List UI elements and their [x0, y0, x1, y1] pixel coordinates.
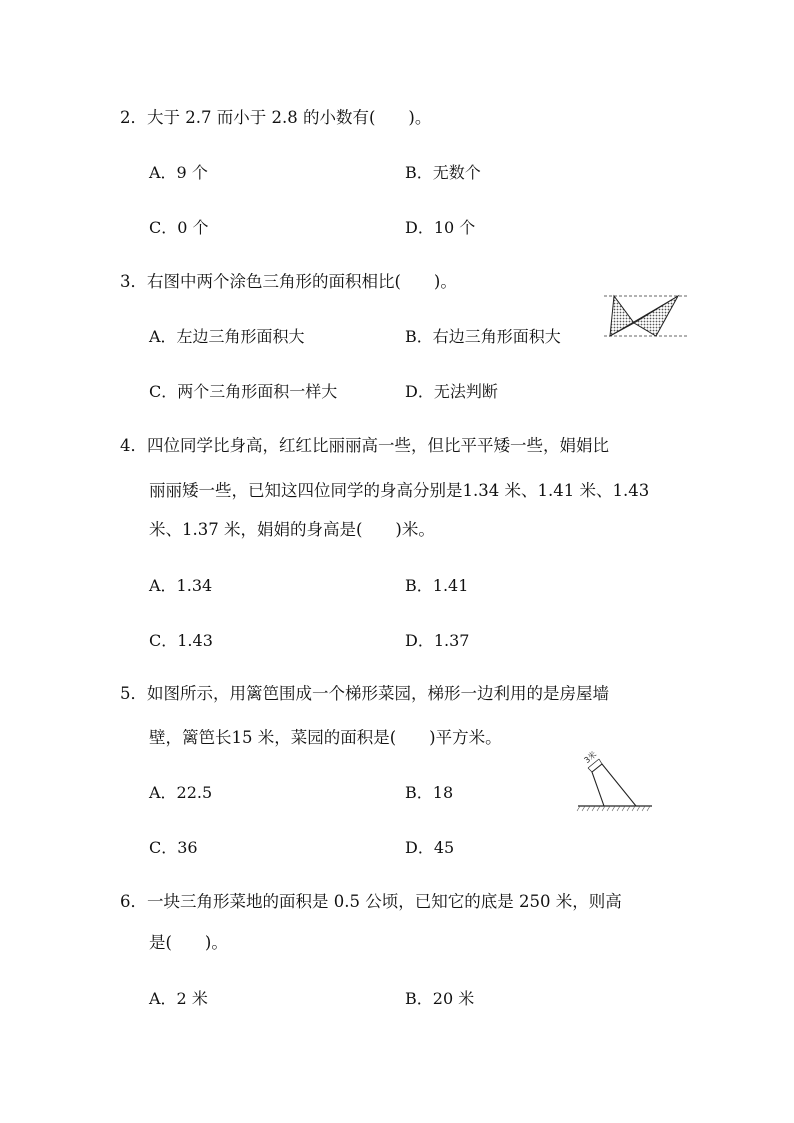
q5-option-b: B．18 — [405, 783, 454, 802]
q5-option-d: D．45 — [405, 838, 455, 857]
q4-stem-line3: 米、1.37 米，娟娟的身高是( )米。 — [149, 520, 435, 539]
q6-option-a: A．2 米 — [149, 989, 208, 1008]
q5-option-c: C．36 — [149, 838, 198, 857]
q2-option-c: C．0 个 — [149, 218, 209, 237]
q6-stem-line2: 是( )。 — [149, 933, 228, 952]
q4-stem-line1: 4．四位同学比身高，红红比丽丽高一些，但比平平矮一些，娟娟比 — [120, 436, 609, 455]
garden-width-label: 3米 — [582, 750, 599, 765]
q4-option-a: A．1.34 — [149, 576, 213, 595]
q5-option-a: A．22.5 — [149, 783, 213, 802]
q2-option-a: A．9 个 — [149, 163, 208, 182]
q2-stem: 2．大于 2.7 而小于 2.8 的小数有( )。 — [120, 108, 432, 127]
q4-option-d: D．1.37 — [405, 631, 470, 650]
q3-option-c: C．两个三角形面积一样大 — [149, 382, 338, 401]
q6-option-b: B．20 米 — [405, 989, 475, 1008]
q2-option-d: D．10 个 — [405, 218, 476, 237]
garden-figure — [574, 750, 656, 816]
q3-option-a: A．左边三角形面积大 — [149, 327, 305, 346]
triangles-figure — [604, 290, 688, 342]
q3-option-d: D．无法判断 — [405, 382, 498, 401]
q5-stem-line2: 壁，篱笆长15 米，菜园的面积是( )平方米。 — [149, 728, 502, 747]
q5-stem-line1: 5．如图所示，用篱笆围成一个梯形菜园，梯形一边利用的是房屋墙 — [120, 684, 609, 703]
q6-stem-line1: 6．一块三角形菜地的面积是 0.5 公顷，已知它的底是 250 米，则高 — [120, 892, 622, 911]
q2-option-b: B．无数个 — [405, 163, 481, 182]
q3-option-b: B．右边三角形面积大 — [405, 327, 561, 346]
q4-option-b: B．1.41 — [405, 576, 469, 595]
q3-stem: 3．右图中两个涂色三角形的面积相比( )。 — [120, 272, 457, 291]
q4-stem-line2: 丽丽矮一些，已知这四位同学的身高分别是1.34 米、1.41 米、1.43 — [149, 481, 650, 500]
q4-option-c: C．1.43 — [149, 631, 213, 650]
